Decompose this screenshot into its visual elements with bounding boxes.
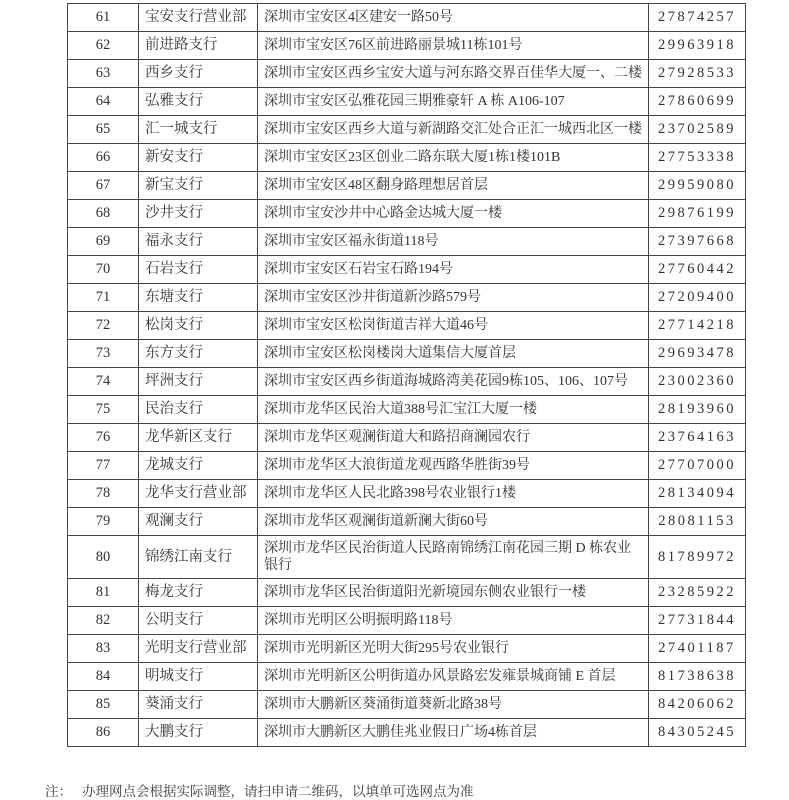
branch-number: 67 xyxy=(68,172,139,200)
branch-phone: 28134094 xyxy=(649,480,746,508)
branch-address: 深圳市光明区公明振明路118号 xyxy=(258,607,649,635)
branch-number: 77 xyxy=(68,452,139,480)
branch-phone: 28193960 xyxy=(649,396,746,424)
branch-phone: 29693478 xyxy=(649,340,746,368)
branch-number: 63 xyxy=(68,60,139,88)
branch-address: 深圳市大鹏新区葵涌街道葵新北路38号 xyxy=(258,691,649,719)
branch-number: 76 xyxy=(68,424,139,452)
branch-address: 深圳市光明新区公明街道办风景路宏发雍景城商铺 E 首层 xyxy=(258,663,649,691)
branch-address: 深圳市宝安区松岗楼岗大道集信大厦首层 xyxy=(258,340,649,368)
branch-name: 前进路支行 xyxy=(139,32,258,60)
branch-phone: 27874257 xyxy=(649,4,746,32)
branch-address: 深圳市光明新区光明大街295号农业银行 xyxy=(258,635,649,663)
branch-address: 深圳市宝安区弘雅花园三期雅豪轩 A 栋 A106-107 xyxy=(258,88,649,116)
table-row xyxy=(68,312,746,340)
branch-number: 74 xyxy=(68,368,139,396)
branch-number: 73 xyxy=(68,340,139,368)
branch-phone: 29963918 xyxy=(649,32,746,60)
branch-phone: 27209400 xyxy=(649,284,746,312)
branch-table xyxy=(67,3,746,747)
branch-name: 明城支行 xyxy=(139,663,258,691)
branch-phone: 81738638 xyxy=(649,663,746,691)
branch-phone: 27753338 xyxy=(649,144,746,172)
branch-phone: 84206062 xyxy=(649,691,746,719)
branch-name: 葵涌支行 xyxy=(139,691,258,719)
footnote xyxy=(45,780,474,800)
table-row xyxy=(68,536,746,579)
table-row xyxy=(68,663,746,691)
branch-address: 深圳市龙华区民治大道388号汇宝江大厦一楼 xyxy=(258,396,649,424)
branch-number: 61 xyxy=(68,4,139,32)
branch-name: 公明支行 xyxy=(139,607,258,635)
table-row xyxy=(68,284,746,312)
branch-number: 78 xyxy=(68,480,139,508)
branch-number: 83 xyxy=(68,635,139,663)
branch-phone: 27714218 xyxy=(649,312,746,340)
branch-name: 观澜支行 xyxy=(139,508,258,536)
table-row xyxy=(68,607,746,635)
branch-address: 深圳市宝安沙井中心路金达城大厦一楼 xyxy=(258,200,649,228)
branch-address: 深圳市龙华区观澜街道大和路招商澜园农行 xyxy=(258,424,649,452)
table-row xyxy=(68,424,746,452)
branch-number: 85 xyxy=(68,691,139,719)
branch-phone: 23764163 xyxy=(649,424,746,452)
branch-name: 福永支行 xyxy=(139,228,258,256)
branch-phone: 28081153 xyxy=(649,508,746,536)
table-row xyxy=(68,172,746,200)
branch-number: 62 xyxy=(68,32,139,60)
table-row xyxy=(68,635,746,663)
branch-name: 梅龙支行 xyxy=(139,579,258,607)
branch-number: 65 xyxy=(68,116,139,144)
branch-name: 锦绣江南支行 xyxy=(139,536,258,579)
branch-phone: 84305245 xyxy=(649,719,746,747)
branch-phone: 27760442 xyxy=(649,256,746,284)
branch-phone: 23002360 xyxy=(649,368,746,396)
branch-name: 民治支行 xyxy=(139,396,258,424)
branch-number: 71 xyxy=(68,284,139,312)
branch-address: 深圳市宝安区西乡大道与新湖路交汇处合正汇一城西北区一楼 xyxy=(258,116,649,144)
branch-name: 龙华新区支行 xyxy=(139,424,258,452)
branch-name: 坪洲支行 xyxy=(139,368,258,396)
branch-phone: 27401187 xyxy=(649,635,746,663)
branch-phone: 27928533 xyxy=(649,60,746,88)
branch-name: 石岩支行 xyxy=(139,256,258,284)
table-row xyxy=(68,480,746,508)
branch-address: 深圳市宝安区石岩宝石路194号 xyxy=(258,256,649,284)
branch-name: 龙华支行营业部 xyxy=(139,480,258,508)
branch-number: 86 xyxy=(68,719,139,747)
branch-phone: 81789972 xyxy=(649,536,746,579)
branch-address: 深圳市龙华区人民北路398号农业银行1楼 xyxy=(258,480,649,508)
branch-number: 69 xyxy=(68,228,139,256)
table-row xyxy=(68,32,746,60)
footnote-text: 办理网点会根据实际调整，请扫申请二维码，以填单可选网点为准 xyxy=(82,784,474,799)
branch-name: 弘雅支行 xyxy=(139,88,258,116)
branch-phone: 27397668 xyxy=(649,228,746,256)
table-row xyxy=(68,691,746,719)
branch-address: 深圳市宝安区松岗街道吉祥大道46号 xyxy=(258,312,649,340)
branch-name: 汇一城支行 xyxy=(139,116,258,144)
branch-number: 81 xyxy=(68,579,139,607)
table-row xyxy=(68,4,746,32)
table-row xyxy=(68,60,746,88)
branch-number: 72 xyxy=(68,312,139,340)
table-row xyxy=(68,579,746,607)
branch-name: 龙城支行 xyxy=(139,452,258,480)
table-row xyxy=(68,508,746,536)
branch-name: 大鹏支行 xyxy=(139,719,258,747)
branch-number: 70 xyxy=(68,256,139,284)
branch-name: 东塘支行 xyxy=(139,284,258,312)
branch-number: 84 xyxy=(68,663,139,691)
branch-phone: 23285922 xyxy=(649,579,746,607)
table-row xyxy=(68,228,746,256)
branch-number: 75 xyxy=(68,396,139,424)
branch-address: 深圳市宝安区76区前进路丽景城11栋101号 xyxy=(258,32,649,60)
branch-phone: 29959080 xyxy=(649,172,746,200)
branch-number: 66 xyxy=(68,144,139,172)
branch-address: 深圳市宝安区沙井街道新沙路579号 xyxy=(258,284,649,312)
table-row xyxy=(68,88,746,116)
branch-name: 宝安支行营业部 xyxy=(139,4,258,32)
table-row xyxy=(68,368,746,396)
branch-phone: 27731844 xyxy=(649,607,746,635)
branch-number: 82 xyxy=(68,607,139,635)
branch-address: 深圳市龙华区民治街道人民路南锦绣江南花园三期 D 栋农业银行 xyxy=(258,536,649,579)
table-row xyxy=(68,116,746,144)
branch-address: 深圳市宝安区西乡宝安大道与河东路交界百佳华大厦一、二楼 xyxy=(258,60,649,88)
branch-name: 新安支行 xyxy=(139,144,258,172)
branch-name: 西乡支行 xyxy=(139,60,258,88)
branch-name: 松岗支行 xyxy=(139,312,258,340)
branch-address: 深圳市宝安区福永街道118号 xyxy=(258,228,649,256)
table-row xyxy=(68,340,746,368)
branch-phone: 23702589 xyxy=(649,116,746,144)
branch-phone: 27707000 xyxy=(649,452,746,480)
branch-address: 深圳市宝安区23区创业二路东联大厦1栋1楼101B xyxy=(258,144,649,172)
branch-address: 深圳市龙华区民治街道阳光新境园东侧农业银行一楼 xyxy=(258,579,649,607)
branch-number: 64 xyxy=(68,88,139,116)
branch-address: 深圳市龙华区大浪街道龙观西路华胜街39号 xyxy=(258,452,649,480)
table-row xyxy=(68,396,746,424)
branch-address: 深圳市大鹏新区大鹏佳兆业假日广场4栋首层 xyxy=(258,719,649,747)
footnote-prefix: 注： xyxy=(45,784,72,799)
table-row xyxy=(68,719,746,747)
table-row xyxy=(68,452,746,480)
branch-phone: 27860699 xyxy=(649,88,746,116)
branch-name: 沙井支行 xyxy=(139,200,258,228)
branch-address: 深圳市龙华区观澜街道新澜大街60号 xyxy=(258,508,649,536)
table-row xyxy=(68,200,746,228)
branch-address: 深圳市宝安区48区翻身路理想居首层 xyxy=(258,172,649,200)
branch-number: 79 xyxy=(68,508,139,536)
branch-address: 深圳市宝安区西乡街道海城路湾美花园9栋105、106、107号 xyxy=(258,368,649,396)
branch-name: 东方支行 xyxy=(139,340,258,368)
branch-number: 80 xyxy=(68,536,139,579)
branch-name: 光明支行营业部 xyxy=(139,635,258,663)
table-row xyxy=(68,256,746,284)
table-row xyxy=(68,144,746,172)
branch-phone: 29876199 xyxy=(649,200,746,228)
branch-number: 68 xyxy=(68,200,139,228)
branch-name: 新宝支行 xyxy=(139,172,258,200)
branch-table-body xyxy=(68,4,746,747)
branch-address: 深圳市宝安区4区建安一路50号 xyxy=(258,4,649,32)
